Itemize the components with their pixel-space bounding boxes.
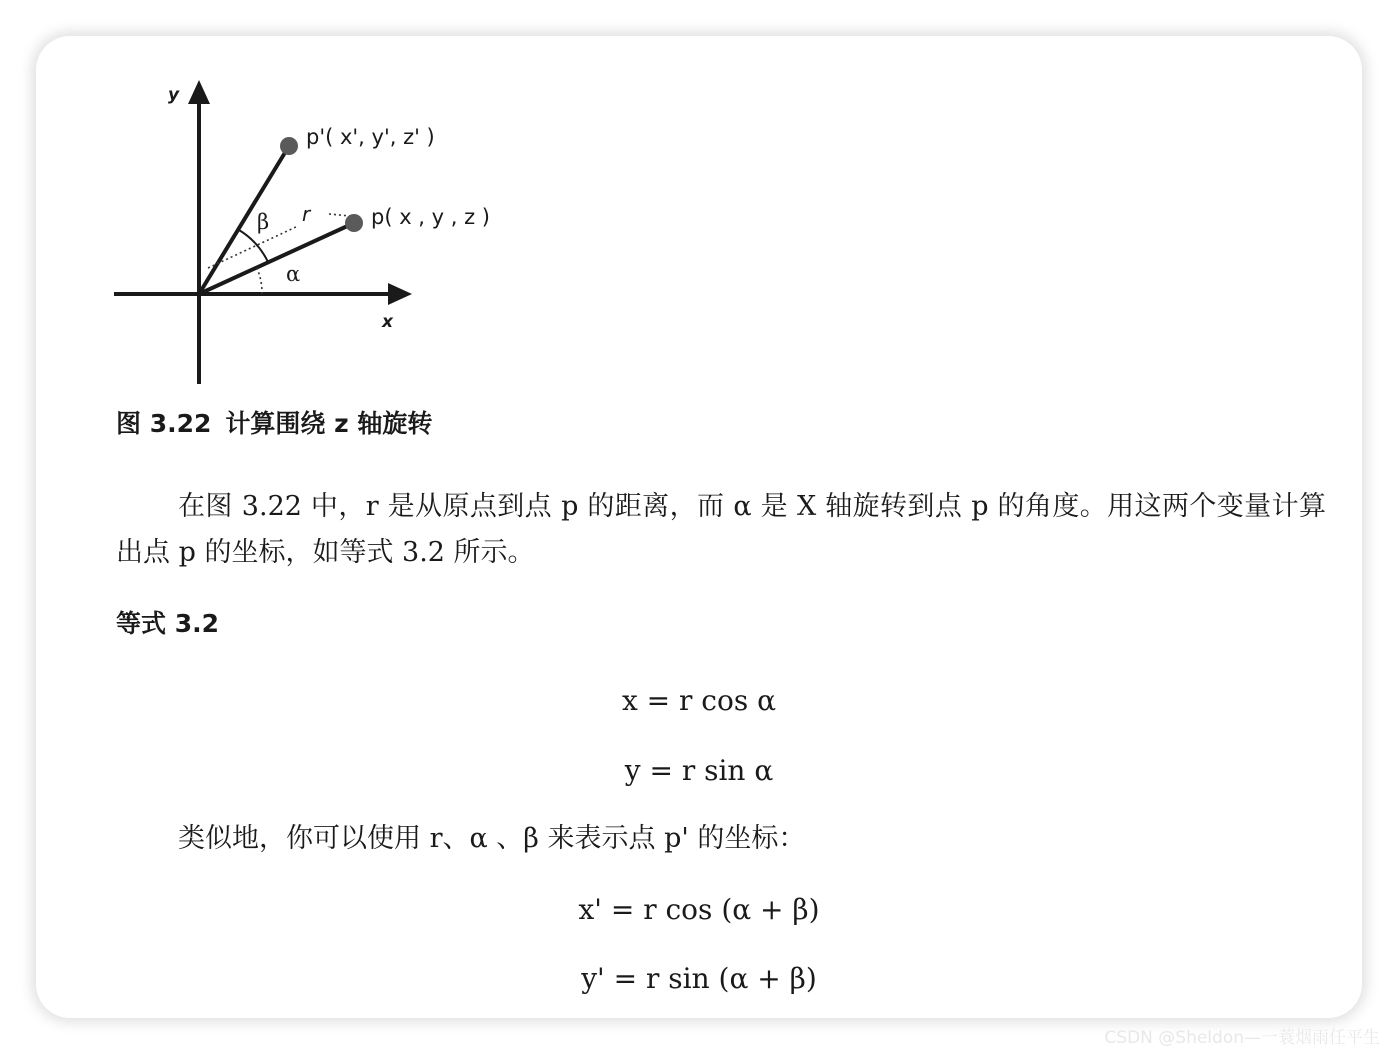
watermark: CSDN @Sheldon—一蓑烟雨任平生 xyxy=(1104,1028,1380,1048)
x-axis-label: x xyxy=(382,312,393,332)
y-axis-label: y xyxy=(168,85,180,105)
r-label: r xyxy=(302,202,311,226)
point-p-label: p( x , y , z ) xyxy=(371,205,490,229)
beta-label: β xyxy=(257,210,270,234)
formula-y: y = r sin α xyxy=(624,754,774,787)
alpha-arc xyxy=(256,266,262,294)
formula-x-prime: x' = r cos (α + β) xyxy=(578,893,820,926)
r-dotted-line xyxy=(208,226,298,268)
formula-y-prime: y' = r sin (α + β) xyxy=(581,962,817,995)
r-dotted-end xyxy=(329,214,350,216)
point-p-prime xyxy=(280,137,298,155)
equation-heading: 等式 3.2 xyxy=(116,609,219,638)
paragraph-2: 类似地，你可以使用 r、α 、β 来表示点 p' 的坐标： xyxy=(178,823,806,854)
figure-caption-text: 计算围绕 z 轴旋转 xyxy=(225,409,433,438)
figure-caption xyxy=(116,404,432,440)
figure-caption-number: 图 3.22 xyxy=(116,409,212,438)
alpha-label: α xyxy=(286,262,301,286)
page-card xyxy=(36,36,1362,1018)
paragraph-1: 在图 3.22 中，r 是从原点到点 p 的距离，而 α 是 X 轴旋转到点 p 的角度。用这两个变量计算出点 p 的坐标，如等式 3.2 所示。 xyxy=(116,491,1326,568)
rotation-diagram xyxy=(36,36,536,396)
point-p-prime-label: p'( x', y', z' ) xyxy=(306,125,435,149)
point-p xyxy=(345,214,363,232)
formula-x: x = r cos α xyxy=(621,684,777,717)
y-axis-arrow xyxy=(188,80,210,104)
x-axis-arrow xyxy=(388,283,412,305)
